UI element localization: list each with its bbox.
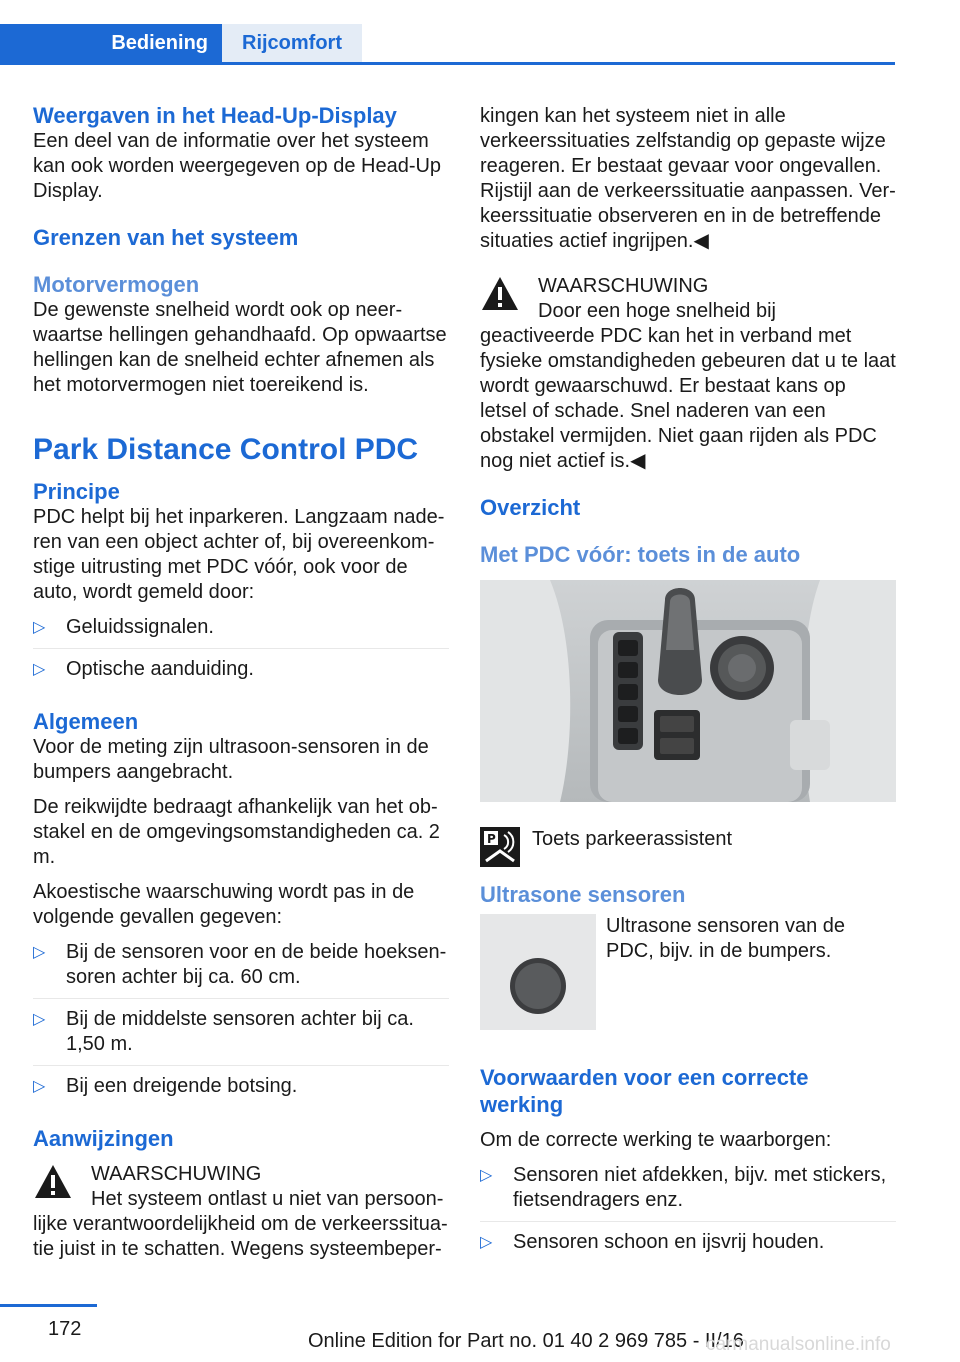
warning-label: WAARSCHUWING (538, 275, 709, 297)
heading-front-key: Met PDC vóór: toets in de auto (480, 542, 801, 567)
bullet-icon: ▷ (33, 661, 46, 678)
paragraph-principle: PDC helpt bij het inparkeren. Langzaam naderen van een object achter of, bij overeenkomstige uitrusting met PDC vóór, ook voor de auto, wordt gemeld door: (33, 506, 445, 603)
paragraph-engine-power: De gewenste snelheid wordt ook op neerwaartse hellingen gehandhaafd. Op opwaartse hellingen kan de snelheid echter afnemen als het motorvermogen niet toereikend is. (33, 299, 447, 396)
park-assist-key-icon (480, 827, 520, 867)
bullet-icon: ▷ (480, 1167, 493, 1184)
footer-rule (0, 1304, 97, 1307)
paragraph-general-2: De reikwijdte bedraagt afhankelijk van het obstakel en de omgevingsomstandigheden ca. 2 m. (33, 796, 440, 868)
key-legend-row (480, 823, 896, 871)
bullet-icon: ▷ (480, 1234, 493, 1251)
paragraph-sensors: Ultrasone sensoren van de PDC, bijv. in de bumpers. (606, 915, 846, 962)
paragraph-hud: Een deel van de informatie over het systeem kan ook worden weergegeven op de Head-Up Display. (33, 130, 442, 202)
warning-block (480, 274, 896, 474)
paragraph-general-1: Voor de meting zijn ultrasoon-sensoren in de bumpers aangebracht. (33, 736, 429, 783)
heading-conditions: Voorwaarden voor een correcte werking (480, 1065, 809, 1117)
paragraph-continued: kingen kan het systeem niet in alle verkeerssituaties zelfstandig op gepaste wijze reageren. Er bestaat gevaar voor ongevallen. Rijstijl aan de verkeerssituatie aanpassen. Verkeerssituatie observeren en in de betreffende situaties actief ingrijpen.◀ (480, 105, 896, 252)
paragraph-general-3: Akoestische waarschuwing wordt pas in de volgende gevallen gegeven: (33, 881, 415, 928)
sensor-block (480, 914, 896, 1030)
heading-ultrasonic-sensors: Ultrasone sensoren (480, 882, 686, 907)
sensor-photo (480, 914, 596, 1030)
bullet-icon: ▷ (33, 1078, 46, 1095)
left-column (33, 102, 449, 1262)
list-item: ▷ Sensoren niet afdekken, bijv. met stickers, fietsendragers enz. (480, 1163, 896, 1222)
header-tabs (0, 24, 895, 65)
bullet-icon: ▷ (33, 944, 46, 961)
list-item: ▷ Optische aanduiding. (33, 658, 254, 680)
warning-triangle-icon (480, 274, 520, 314)
list-item: ▷ Bij een dreigende botsing. (33, 1075, 298, 1097)
heading-principle: Principe (33, 479, 120, 504)
principle-list (33, 615, 449, 690)
list-item: ▷ Bij de middelste sensoren achter bij ca. 1,50 m. (33, 1007, 449, 1066)
general-list (33, 940, 449, 1107)
watermark: carmanualsonline.info (706, 1334, 891, 1355)
warning-block (33, 1162, 449, 1262)
tab-bediening[interactable]: Bediening (0, 24, 222, 62)
bullet-icon: ▷ (33, 619, 46, 636)
heading-notes: Aanwijzingen (33, 1126, 174, 1151)
heading-general: Algemeen (33, 709, 139, 734)
right-column (480, 104, 896, 1271)
list-item: ▷ Geluidssignalen. (33, 615, 449, 649)
list-item: ▷ Bij de sensoren voor en de beide hoeksensoren achter bij ca. 60 cm. (33, 940, 449, 999)
key-label: Toets parkeerassistent (532, 828, 733, 850)
edition-info: Online Edition for Part no. 01 40 2 969 785 - II/16 (308, 1330, 744, 1352)
warning-triangle-icon (33, 1162, 73, 1202)
svg-text:P: P (487, 832, 496, 846)
bullet-icon: ▷ (33, 1011, 46, 1028)
conditions-list (480, 1163, 896, 1263)
warning-label: WAARSCHUWING (91, 1163, 262, 1185)
page-number: 172 (48, 1318, 82, 1340)
heading-overview: Overzicht (480, 495, 581, 520)
heading-hud: Weergaven in het Head-Up-Display (33, 103, 397, 128)
heading-system-limits: Grenzen van het systeem (33, 225, 299, 250)
center-console-photo (480, 580, 896, 802)
warning-text: Door een hoge snelheid bij geactiveerde PDC kan het in verband met fysieke omstandigheden gebeuren dat u te laat wordt gewaarschuwd. Er bestaat kans op letsel of schade. Snel naderen van een obstakel vermijden. Niet gaan rijden als PDC nog niet actief is.◀ (480, 300, 896, 472)
heading-pdc: Park Distance Control PDC (33, 433, 419, 466)
list-item: ▷ Sensoren schoon en ijsvrij houden. (480, 1231, 825, 1253)
tab-rijcomfort[interactable]: Rijcomfort (222, 24, 362, 62)
warning-text: Het systeem ontlast u niet van persoonlijke verantwoordelijkheid om de verkeerssituatie juist in te schatten. Wegens systeembeper- (33, 1188, 448, 1260)
heading-engine-power: Motorvermogen (33, 272, 200, 297)
paragraph-conditions: Om de correcte werking te waarborgen: (480, 1129, 832, 1151)
